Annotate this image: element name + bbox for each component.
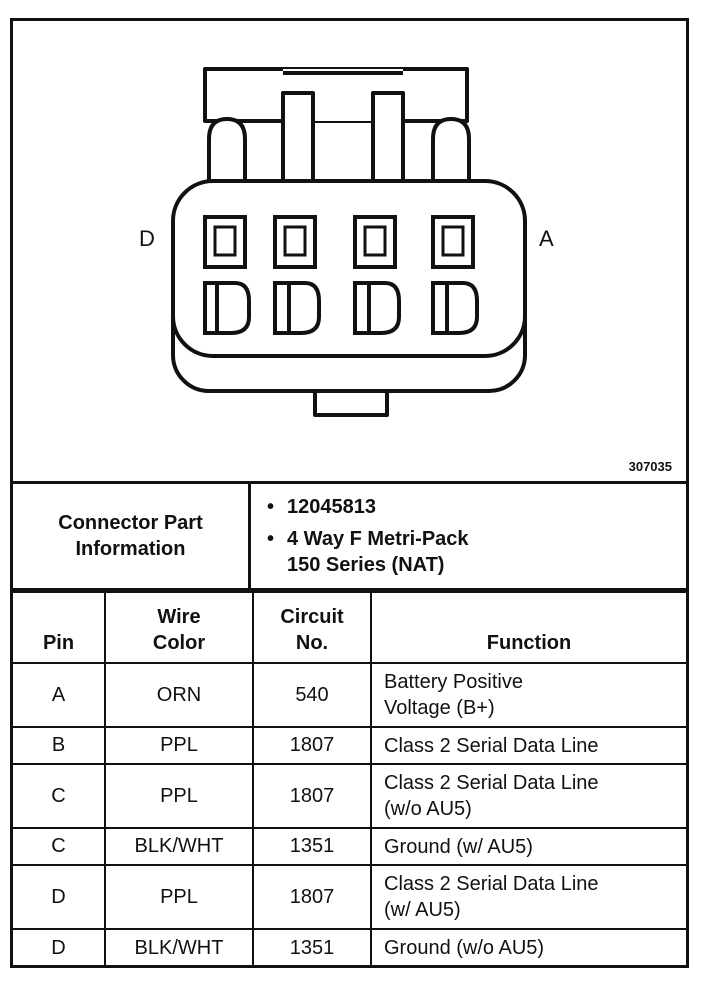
connector-info-title-line: Connector Part (58, 512, 203, 534)
cell-pin: C (13, 764, 105, 828)
part-number-bullet (263, 494, 683, 520)
connector-post-right (433, 119, 469, 181)
cell-function: Battery Positive Voltage (B+) (371, 663, 686, 727)
pin-table (13, 591, 686, 966)
cell-wire-color: PPL (105, 727, 253, 764)
cell-function: Ground (w/o AU5) (371, 929, 686, 966)
cell-pin: A (13, 663, 105, 727)
connector-post-left (209, 119, 245, 181)
header-wire-color: Wire Color (105, 592, 253, 663)
table-row (13, 865, 686, 929)
cell-circuit: 1807 (253, 764, 371, 828)
connector-drawing (13, 21, 686, 481)
connector-type-bullet (263, 526, 683, 578)
table-row (13, 764, 686, 828)
cell-function: Ground (w/ AU5) (371, 828, 686, 865)
pin-label-a: A (539, 226, 554, 251)
table-row (13, 663, 686, 727)
cell-circuit: 1351 (253, 828, 371, 865)
cell-pin: B (13, 727, 105, 764)
connector-sheet (10, 18, 689, 968)
cell-function: Class 2 Serial Data Line (371, 727, 686, 764)
connector-tab-left (283, 93, 313, 183)
part-number: • 12045813 (287, 496, 376, 518)
header-circuit-no: Circuit No. (253, 592, 371, 663)
cell-wire-color: PPL (105, 865, 253, 929)
cell-wire-color: BLK/WHT (105, 929, 253, 966)
cell-circuit: 1351 (253, 929, 371, 966)
cell-pin: D (13, 929, 105, 966)
table-row (13, 929, 686, 966)
connector-key (315, 391, 387, 415)
table-row (13, 828, 686, 865)
pin-label-d: D (139, 226, 155, 251)
cell-circuit: 1807 (253, 865, 371, 929)
cell-wire-color: ORN (105, 663, 253, 727)
header-pin: Pin (13, 592, 105, 663)
connector-info-title-line: Information (75, 538, 186, 560)
header-function: Function (371, 592, 686, 663)
cell-circuit: 540 (253, 663, 371, 727)
connector-type-line: 150 Series (NAT) (287, 554, 445, 576)
connector-info-details (263, 494, 683, 584)
cell-wire-color: PPL (105, 764, 253, 828)
figure-id: 307035 (628, 459, 672, 474)
connector-figure (13, 21, 686, 481)
cell-function: Class 2 Serial Data Line (w/ AU5) (371, 865, 686, 929)
cell-function: Class 2 Serial Data Line (w/o AU5) (371, 764, 686, 828)
cell-pin: D (13, 865, 105, 929)
connector-info-title (13, 484, 251, 588)
connector-info (13, 481, 686, 591)
table-row (13, 727, 686, 764)
connector-tab-right (373, 93, 403, 183)
cell-circuit: 1807 (253, 727, 371, 764)
cell-wire-color: BLK/WHT (105, 828, 253, 865)
cell-pin: C (13, 828, 105, 865)
connector-type-line: • 4 Way F Metri-Pack (287, 528, 469, 550)
pin-table-header (13, 592, 686, 663)
